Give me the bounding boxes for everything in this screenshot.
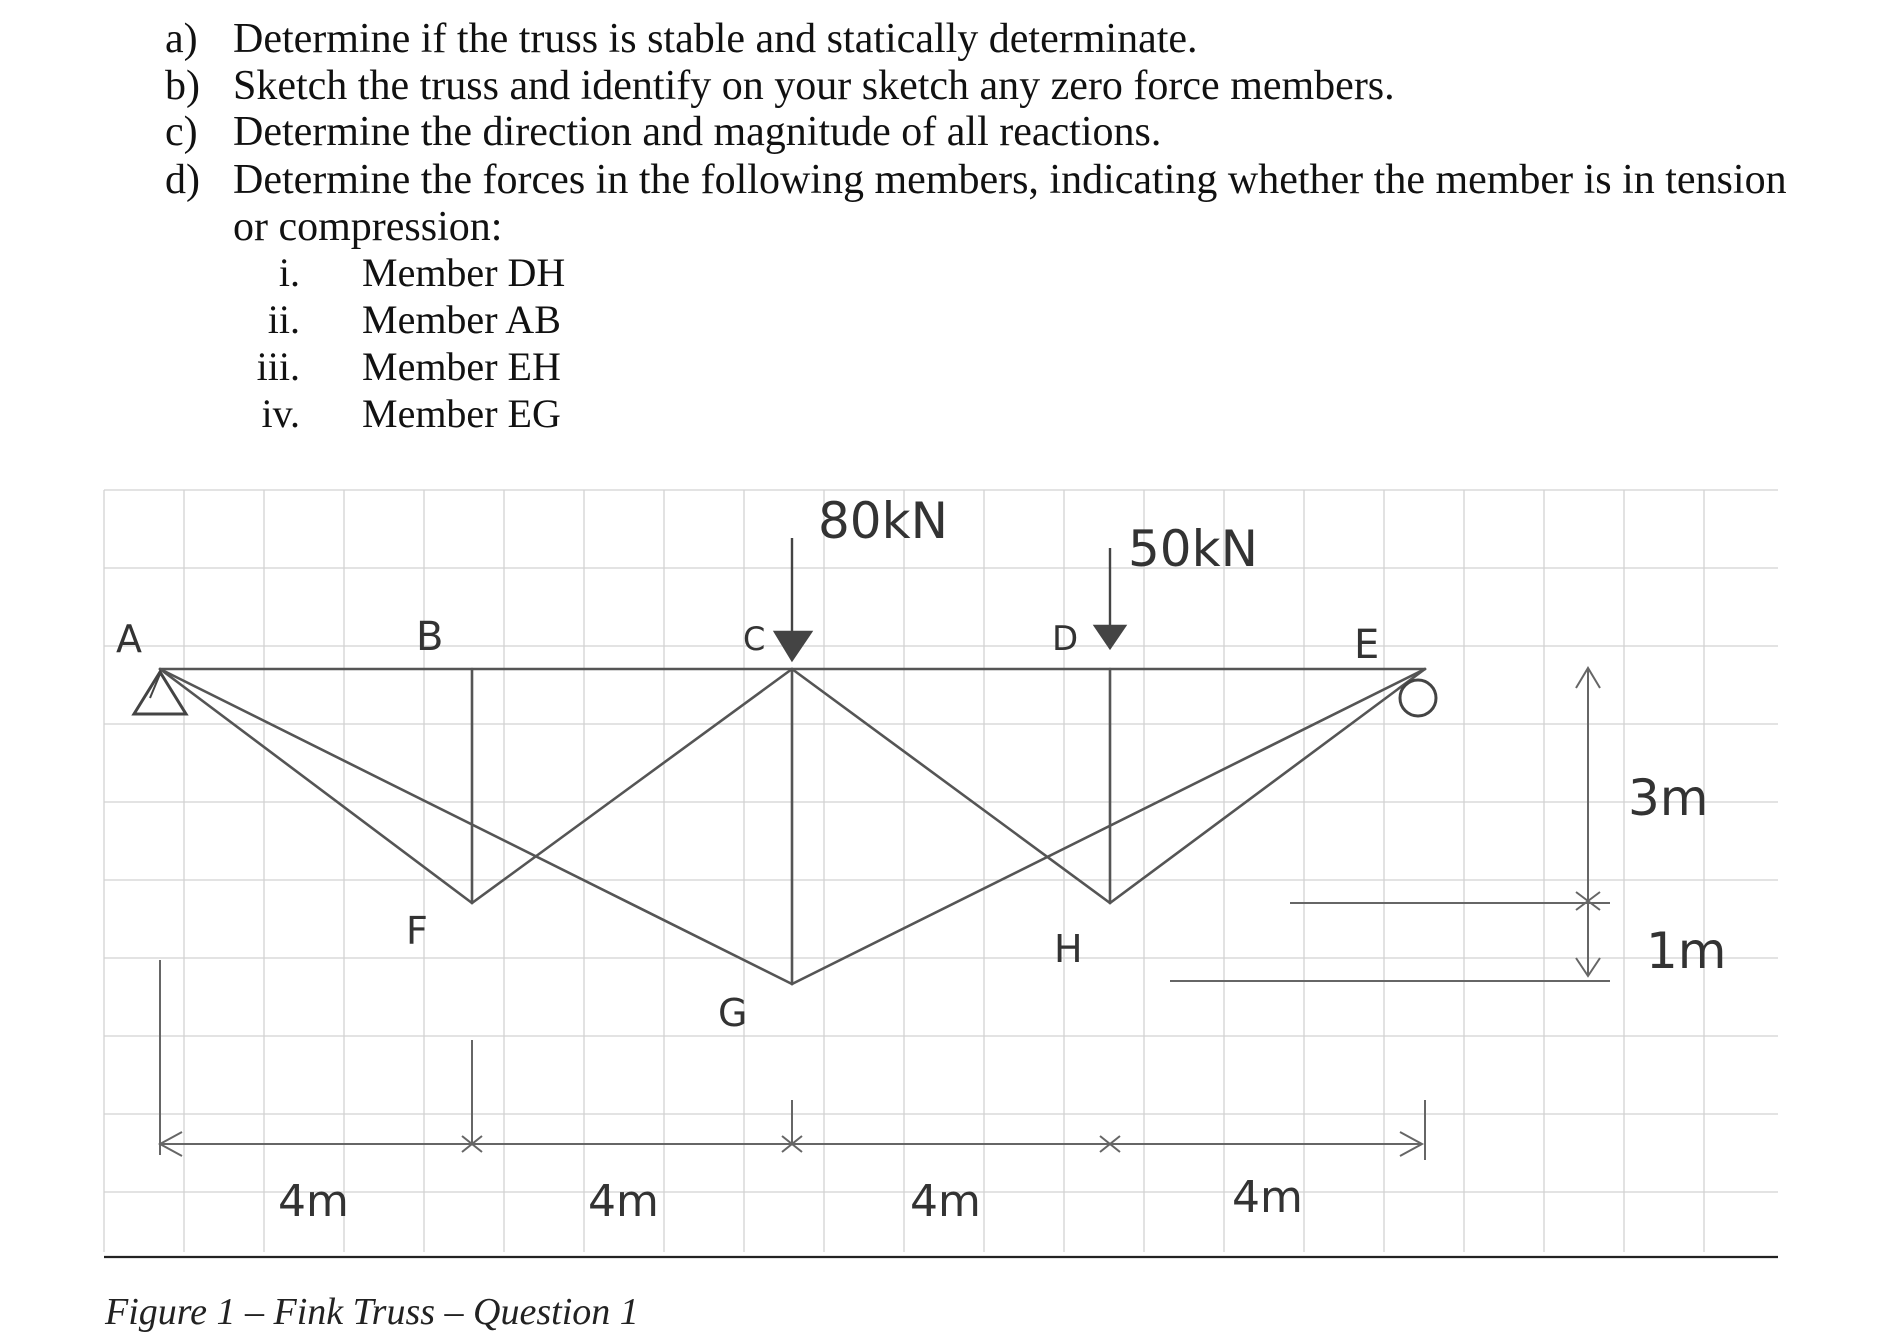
height-label-3m: 3m (1628, 769, 1709, 827)
member-GE (792, 669, 1425, 984)
node-label-c: C (743, 620, 766, 658)
figure-caption: Figure 1 – Fink Truss – Question 1 (105, 1291, 639, 1333)
node-label-a: A (116, 617, 142, 661)
member-label: Member EG (362, 391, 561, 436)
member-number: i. (278, 250, 300, 295)
span-label: 4m (278, 1176, 349, 1227)
load-arrow-d (1095, 548, 1125, 648)
node-label-e: E (1354, 622, 1380, 668)
span-label: 4m (1232, 1172, 1303, 1223)
question-letter: a) (165, 16, 198, 62)
question-text: or compression: (233, 204, 503, 250)
span-label: 4m (910, 1176, 981, 1227)
node-label-b: B (416, 614, 444, 660)
member-number: iv. (261, 391, 300, 436)
load-label-c: 80kN (818, 492, 948, 550)
member-number: ii. (267, 297, 300, 342)
question-text: Sketch the truss and identify on your sketch any zero force members. (233, 63, 1395, 109)
node-label-d: D (1052, 619, 1079, 659)
member-AG (160, 669, 792, 984)
roller-support (1400, 680, 1436, 716)
member-label: Member AB (362, 297, 561, 342)
member-label: Member DH (362, 250, 566, 295)
member-AF (160, 669, 472, 903)
member-number: iii. (256, 344, 300, 389)
load-arrow-c (775, 538, 811, 660)
span-dimension-line (160, 960, 1425, 1160)
node-label-g: G (718, 991, 748, 1035)
question-letter: d) (165, 157, 200, 203)
truss-members (160, 669, 1425, 984)
member-CH (792, 669, 1110, 903)
question-text: Determine the direction and magnitude of all reactions. (233, 109, 1162, 155)
grid-paper (104, 490, 1778, 1252)
span-label: 4m (588, 1176, 659, 1227)
dimension-labels (278, 769, 1727, 1227)
member-HE (1110, 669, 1425, 903)
node-label-f: F (406, 909, 428, 953)
question-letter: b) (165, 63, 200, 109)
load-label-d: 50kN (1128, 520, 1258, 578)
node-labels (116, 614, 1379, 1035)
member-label: Member EH (362, 344, 561, 389)
height-label-1m: 1m (1646, 922, 1727, 980)
question-text: Determine if the truss is stable and statically determinate. (233, 16, 1198, 62)
node-label-h: H (1054, 927, 1083, 971)
load-labels (818, 492, 1258, 578)
question-text: Determine the forces in the following members, indicating whether the member is in tension (233, 157, 1787, 203)
question-letter: c) (165, 109, 198, 155)
